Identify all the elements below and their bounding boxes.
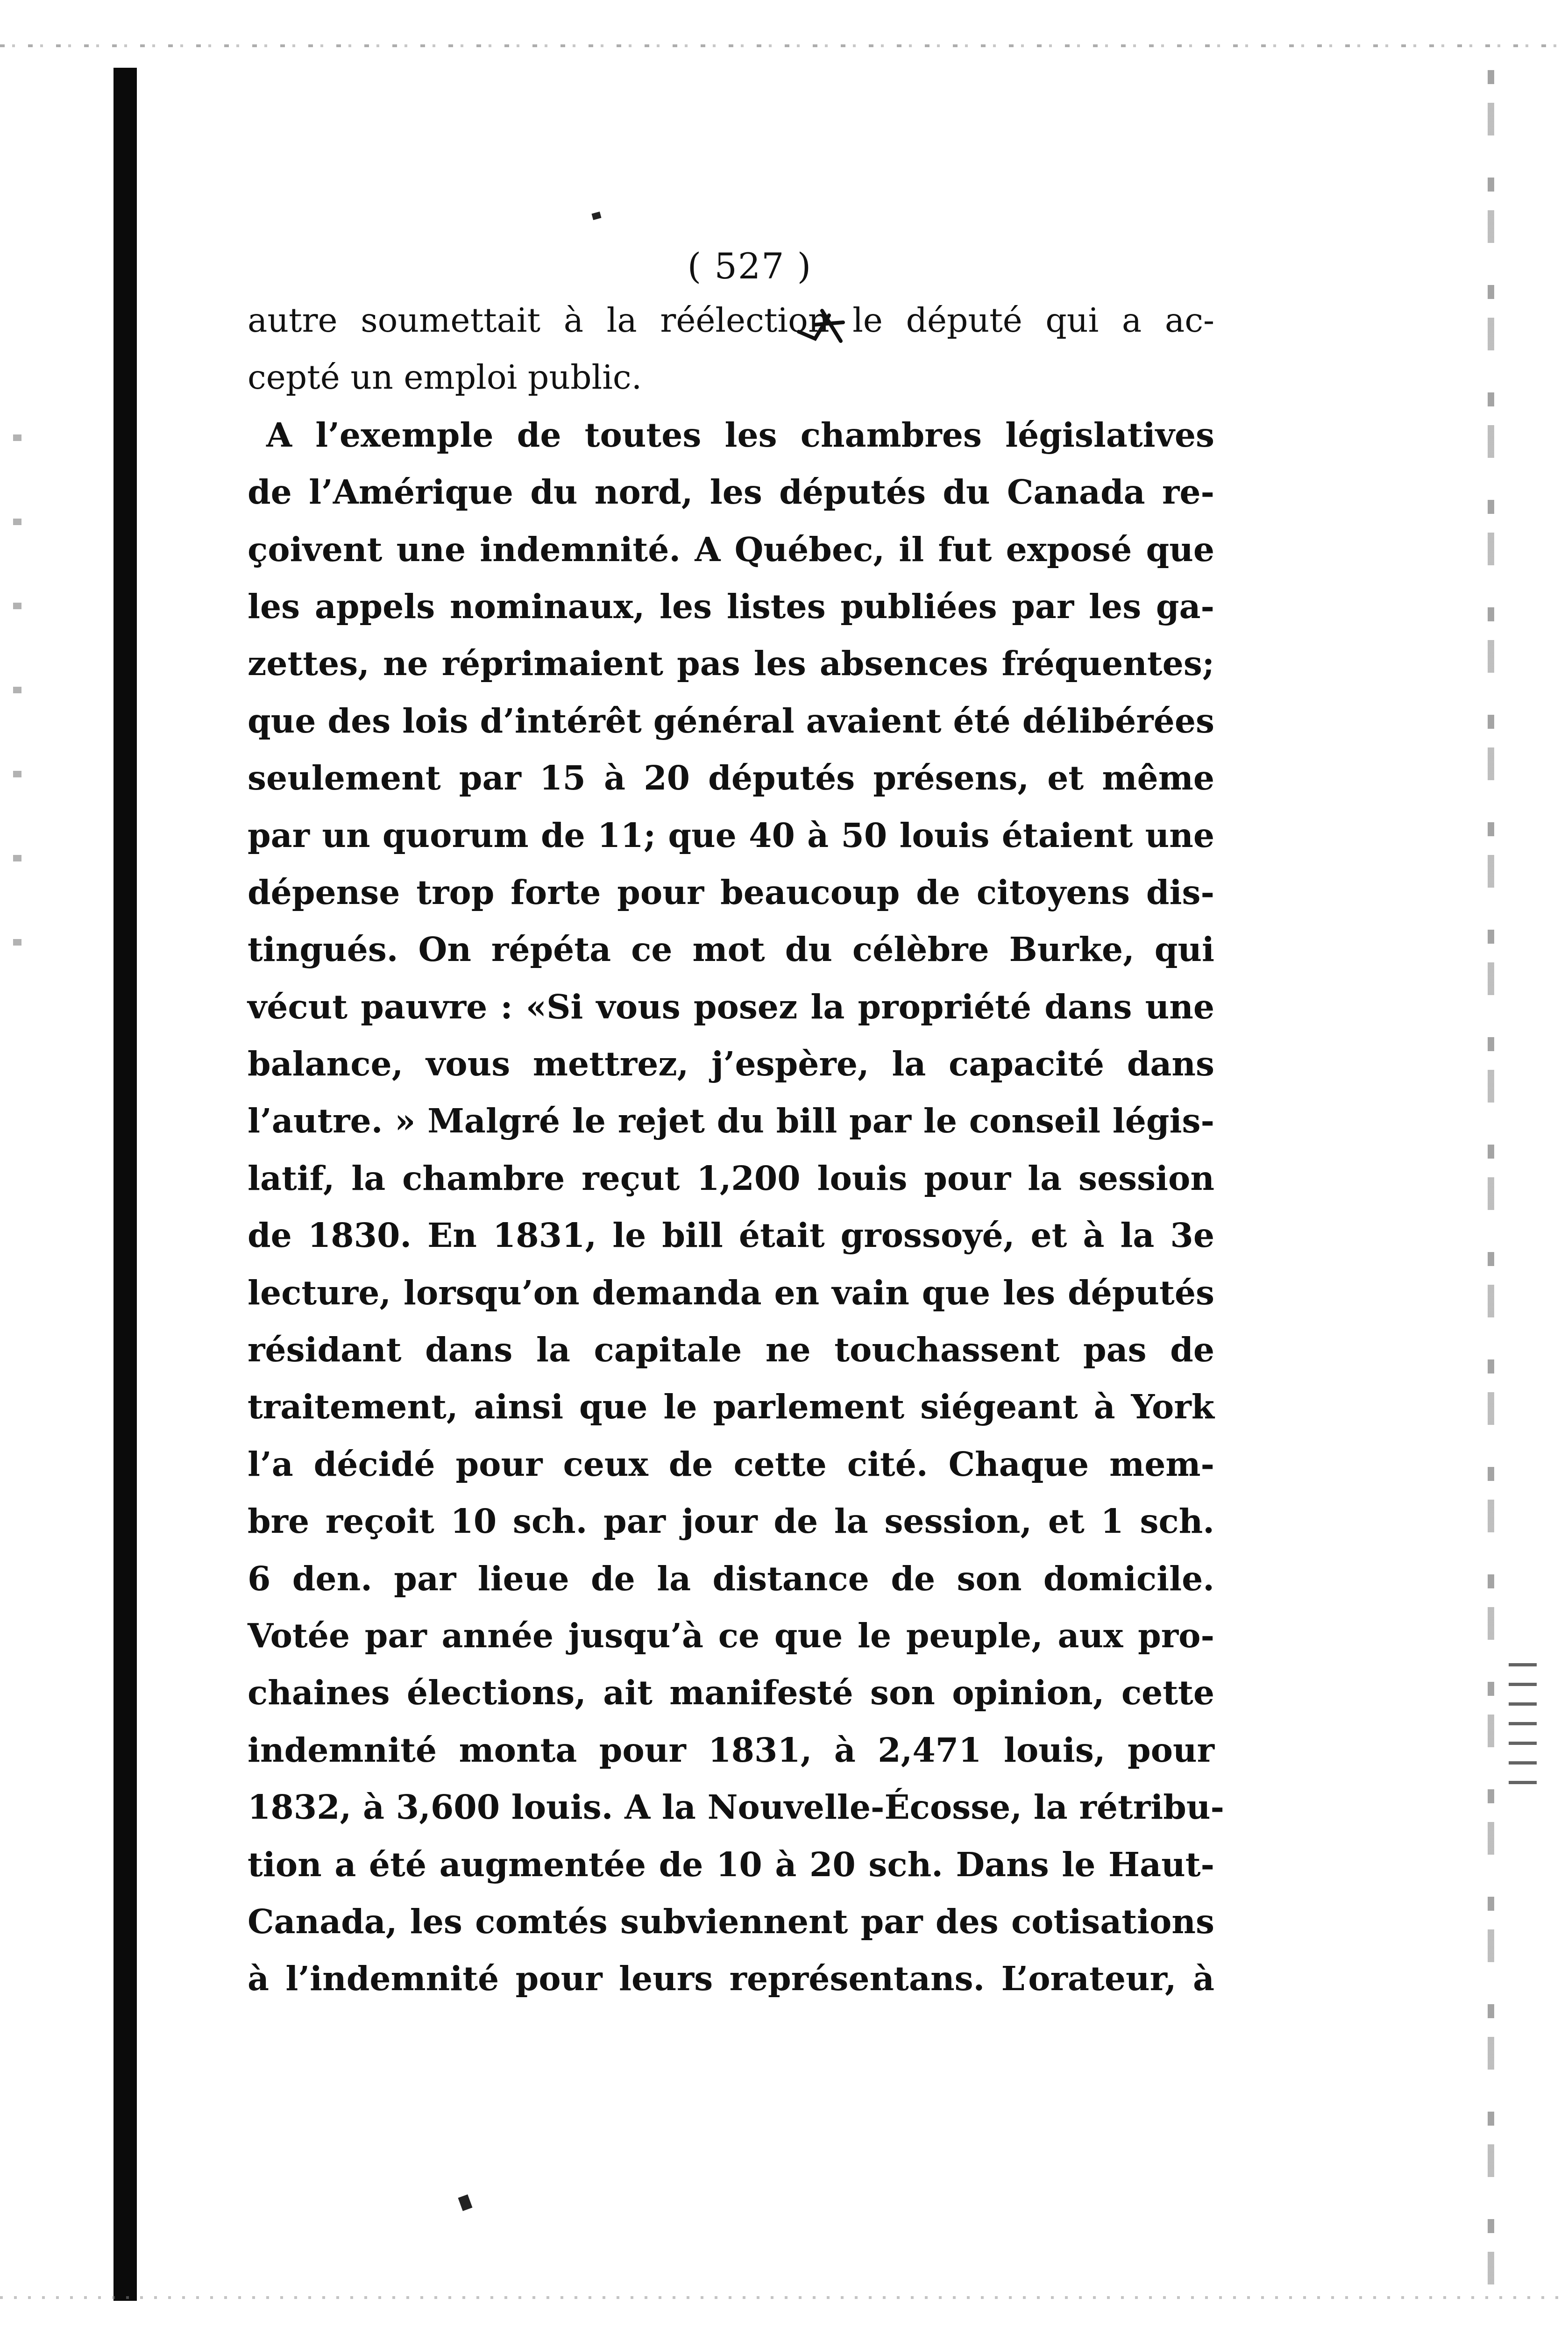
text-line: que des lois d’intérêt général avaient été délibérées (248, 701, 1214, 740)
top-scan-edge (0, 44, 1568, 47)
left-margin-marks (13, 434, 21, 995)
text-line: l’a décidé pour ceux de cette cité. Chaque mem- (248, 1444, 1214, 1484)
text-line: Votée par année jusqu’à ce que le peuple, aux pro- (248, 1615, 1214, 1655)
text-line: tion a été augmentée de 10 à 20 sch. Dans le Haut- (248, 1844, 1214, 1884)
text-line: à l’indemnité pour leurs représentans. L’orateur, à (248, 1959, 1214, 1999)
text-line: traitement, ainsi que le parlement siégeant à York (248, 1387, 1214, 1427)
text-line: de 1830. En 1831, le bill était grossoyé, et à la 3e (248, 1216, 1214, 1255)
text-line: chaines élections, ait manifesté son opinion, cette (248, 1673, 1214, 1713)
ink-speck (458, 2194, 473, 2211)
text-line: balance, vous mettrez, j’espère, la capacité dans (248, 1044, 1214, 1084)
text-line: lecture, lorsqu’on demanda en vain que les députés (248, 1273, 1214, 1312)
text-line: seulement par 15 à 20 députés présens, et même (248, 758, 1214, 798)
text-line: indemnité monta pour 1831, à 2,471 louis, pour (248, 1730, 1214, 1770)
text-line: cepté un emploi public. (248, 358, 642, 397)
right-margin-marks (1509, 1663, 1537, 1785)
bottom-scan-edge (0, 2296, 1568, 2299)
text-line: Canada, les comtés subviennent par des cotisations (248, 1901, 1214, 1941)
binding-shadow (114, 68, 137, 2301)
right-scan-edge (1488, 70, 1494, 2313)
text-line: A l’exemple de toutes les chambres législatives (266, 415, 1214, 455)
text-line: résidant dans la capitale ne touchassent pas de (248, 1330, 1214, 1370)
body-text (248, 292, 1224, 2007)
text-line: tingués. On répéta ce mot du célèbre Burke, qui (248, 930, 1214, 969)
page-number: ( 527 ) (687, 245, 812, 287)
text-line: çoivent une indemnité. A Québec, il fut exposé que (248, 529, 1214, 569)
text-line: les appels nominaux, les listes publiées par les ga- (248, 586, 1214, 626)
text-line: dépense trop forte pour beaucoup de citoyens dis- (248, 872, 1214, 912)
text-line: autre soumettait à la réélection le député qui a ac- (248, 301, 1214, 340)
text-line: par un quorum de 11; que 40 à 50 louis étaient une (248, 815, 1214, 855)
text-line: de l’Amérique du nord, les députés du Canada re- (248, 472, 1214, 512)
ink-speck (591, 212, 601, 220)
text-line: vécut pauvre : «Si vous posez la propriété dans une (248, 987, 1214, 1026)
text-line: latif, la chambre reçut 1,200 louis pour la session (248, 1158, 1214, 1198)
text-line: l’autre. » Malgré le rejet du bill par le conseil légis- (248, 1101, 1214, 1141)
text-line: bre reçoit 10 sch. par jour de la session, et 1 sch. (248, 1501, 1214, 1541)
text-line: 1832, à 3,600 louis. A la Nouvelle-Écosse, la rétribu- (248, 1787, 1224, 1827)
text-line: zettes, ne réprimaient pas les absences fréquentes; (248, 644, 1214, 683)
text-line: 6 den. par lieue de la distance de son domicile. (248, 1558, 1214, 1598)
